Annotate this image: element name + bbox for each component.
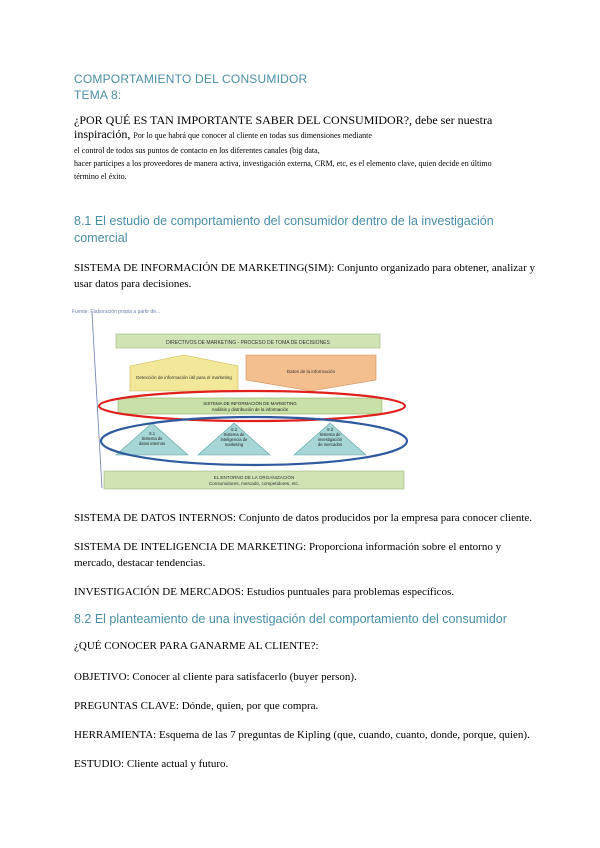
- top-box-label: DIRECTIVOS DE MARKETING - PROCESO DE TOMA DE DECISIONES: [166, 340, 330, 346]
- bottom-box-line1: EL ENTORNO DE LA ORGANIZACIÓN: [213, 475, 295, 480]
- def-inteligencia: SISTEMA DE INTELIGENCIA DE MARKETING: Proporciona información sobre el entorno y mercado, destacar tendencias.: [74, 541, 502, 569]
- bottom-box: [104, 471, 404, 489]
- sim-box-line1: SISTEMA DE INFORMACIÓN DE MARKETING: [203, 401, 297, 406]
- triangle-1-label: S.1 Sistema de datos internos: [138, 431, 166, 446]
- bottom-box-line2: Consumidores, mercado, competidores, etc.: [208, 481, 300, 486]
- intro-small: Por lo que habrá que conocer al cliente en todas sus dimensiones mediante: [133, 131, 372, 140]
- herramienta: HERRAMIENTA: Esquema de las 7 preguntas de Kipling (que, cuando, cuanto, donde, porque, quien).: [74, 729, 530, 741]
- preguntas-clave: PREGUNTAS CLAVE: Dónde, quien, por que compra.: [74, 700, 319, 712]
- header-title: COMPORTAMIENTO DEL CONSUMIDOR: [74, 72, 308, 86]
- estudio: ESTUDIO: Cliente actual y futuro.: [74, 758, 229, 770]
- left-arrow-label: Detección de información útil para el marketing: [136, 375, 232, 380]
- triangle-3-label: S.3 Sistema de investigación de mercados: [317, 427, 343, 447]
- intro-line2: el control de todos sus puntos de contacto en los diferentes canales (big data,: [74, 146, 320, 155]
- intro-line4: término el éxito.: [74, 172, 127, 181]
- figure-caption: Fuente: Elaboración propia a partir de...: [72, 309, 161, 315]
- intro-line3: hacer partícipes a los proveedores de manera activa, investigación externa, CRM, etc, es el elemento clave, quien decide en último: [74, 159, 492, 168]
- side-line: [92, 313, 102, 488]
- right-arrow-label: Datos de la información: [286, 369, 336, 374]
- def-investigacion: INVESTIGACIÓN DE MERCADOS: Estudios puntuales para problemas específicos.: [74, 586, 455, 598]
- triangle-2-label: S.2 Sistema de inteligencia de marketing: [220, 427, 248, 447]
- section1-title: 8.1 El estudio de comportamiento del consumidor dentro de la investigación comercial: [74, 214, 494, 245]
- intro-lead: ¿POR QUÉ ES TAN IMPORTANTE SABER DEL CONSUMIDOR?, debe ser nuestra inspiración,: [74, 113, 493, 141]
- def-datos-internos: SISTEMA DE DATOS INTERNOS: Conjunto de datos producidos por la empresa para conocer cliente.: [74, 512, 533, 524]
- objetivo: OBJETIVO: Conocer al cliente para satisfacerlo (buyer person).: [74, 671, 357, 683]
- header-subtitle: TEMA 8:: [74, 88, 122, 102]
- sim-diagram-svg: [72, 303, 414, 493]
- intro-paragraph: [74, 113, 544, 142]
- section2-title: 8.2 El planteamiento de una investigación del comportamiento del consumidor: [74, 612, 507, 626]
- sim-box-line2: Análisis y distribución de la información: [211, 407, 289, 412]
- sim-diagram: [72, 303, 414, 493]
- question: ¿QUÉ CONOCER PARA GANARME AL CLIENTE?:: [74, 640, 319, 652]
- sim-definition: SISTEMA DE INFORMACIÓN DE MARKETING(SIM): Conjunto organizado para obtener, analizar y usar datos para decisiones.: [74, 262, 535, 290]
- left-arrow-shape: [130, 355, 238, 391]
